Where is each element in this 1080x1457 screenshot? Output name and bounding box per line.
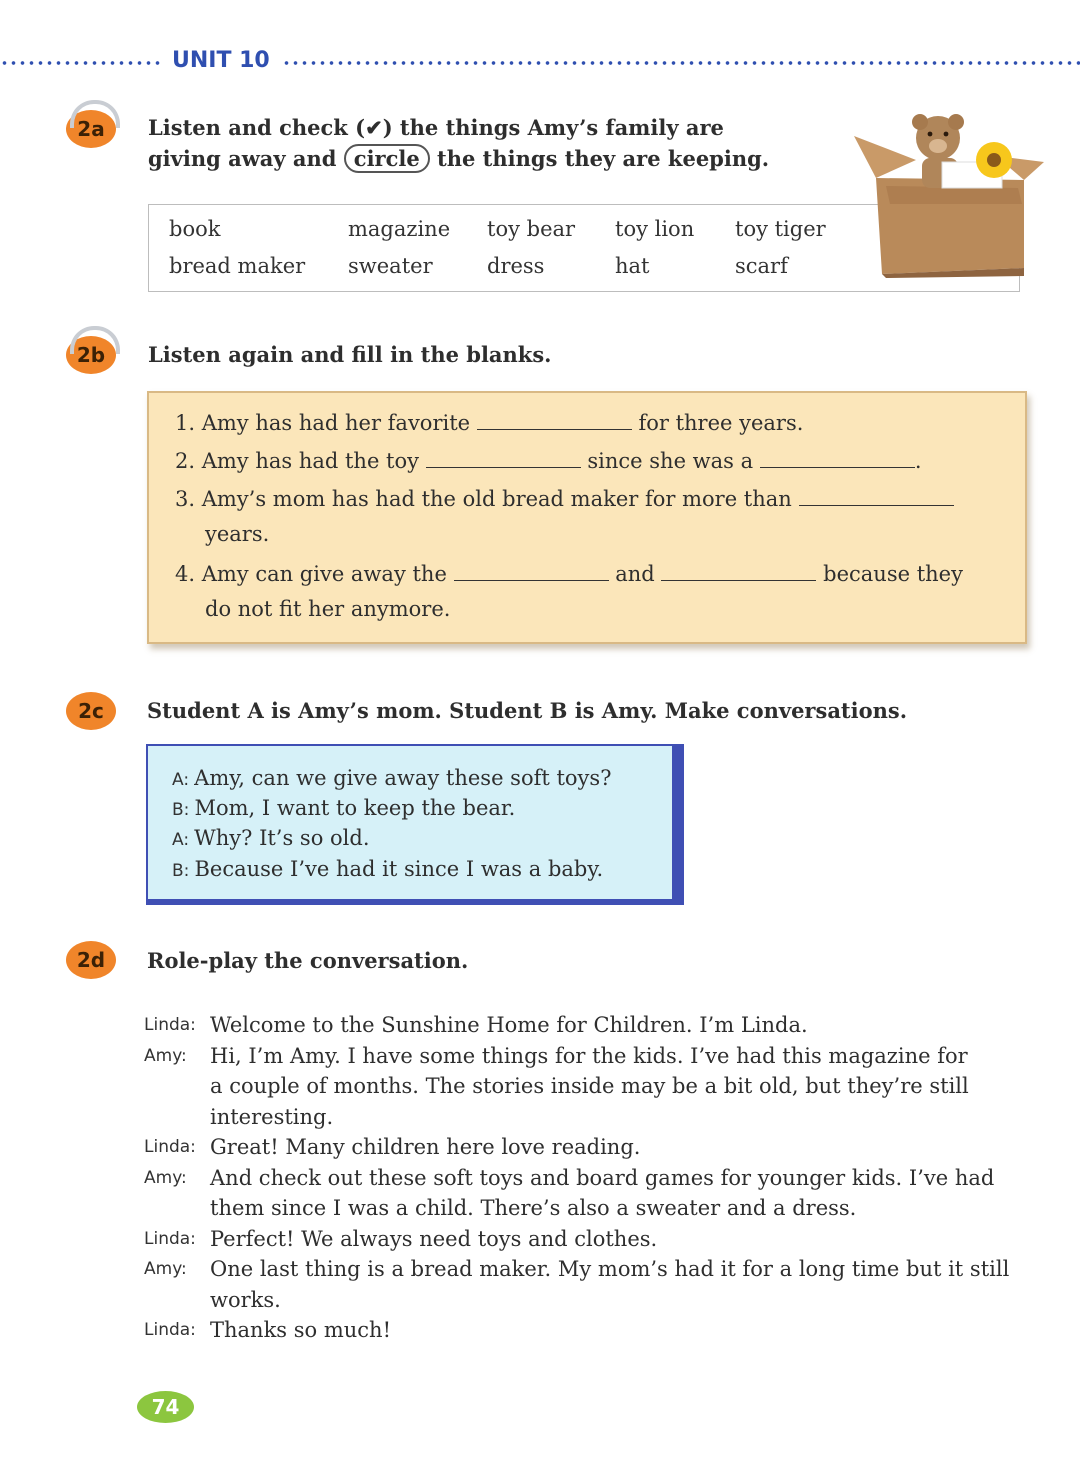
- blank-field[interactable]: [454, 560, 609, 581]
- dialogue-line: them since I was a child. There’s also a sweater and a dress.: [210, 1196, 857, 1220]
- blank-field[interactable]: [661, 560, 816, 581]
- dialogue-line: works.: [210, 1287, 281, 1312]
- question-4: 4. Amy can give away the and because they: [175, 562, 963, 586]
- circle-example: circle: [344, 144, 430, 173]
- instruction-2c: Student A is Amy’s mom. Student B is Amy. Make conversations.: [147, 698, 908, 723]
- sample-conversation-box: [146, 744, 684, 905]
- conv-line: A: Amy, can we give away these soft toys?: [172, 766, 612, 790]
- dialogue-line: Amy: One last thing is a bread maker. My mom’s had it for a long time but it still: [144, 1257, 1010, 1281]
- instruction-2d: Role-play the conversation.: [147, 948, 469, 973]
- blank-field[interactable]: [477, 409, 632, 430]
- word-item[interactable]: toy lion: [615, 217, 695, 241]
- word-item[interactable]: bread maker: [169, 254, 306, 278]
- section-badge-2c: 2c: [66, 692, 116, 730]
- dialogue-line: interesting.: [210, 1104, 334, 1129]
- conv-line: B: Because I’ve had it since I was a baby.: [172, 857, 604, 881]
- instruction-2a-line1: Listen and check (✔) the things Amy’s family are: [148, 115, 724, 140]
- question-2: 2. Amy has had the toy since she was a .: [175, 449, 922, 473]
- toy-box-illustration: [846, 108, 1046, 278]
- role-play-dialogue: [144, 1010, 1044, 1346]
- unit-header: [0, 44, 1080, 80]
- check-mark-icon: ✔: [365, 115, 383, 140]
- word-item[interactable]: hat: [615, 254, 650, 278]
- section-badge-2a-headphones-icon: 2a: [66, 110, 116, 148]
- instruction-2a: [148, 112, 848, 174]
- dialogue-line: Linda: Welcome to the Sunshine Home for Children. I’m Linda.: [144, 1013, 808, 1037]
- word-item[interactable]: magazine: [348, 217, 451, 241]
- dotted-rule-left: [0, 61, 162, 65]
- dialogue-line: Amy: Hi, I’m Amy. I have some things for the kids. I’ve had this magazine for: [144, 1043, 968, 1068]
- section-badge-2d: 2d: [66, 941, 116, 979]
- word-item[interactable]: toy bear: [487, 217, 576, 241]
- instruction-2a-line2: giving away and circle the things they are keeping.: [148, 146, 770, 171]
- word-item[interactable]: toy tiger: [735, 217, 826, 241]
- conv-line: A: Why? It’s so old.: [172, 826, 370, 850]
- dialogue-line: Linda: Great! Many children here love reading.: [144, 1135, 641, 1159]
- dialogue-line: Linda: Perfect! We always need toys and clothes.: [144, 1226, 658, 1251]
- word-item[interactable]: dress: [487, 254, 545, 278]
- page-number: 74: [137, 1391, 194, 1423]
- word-item[interactable]: sweater: [348, 254, 433, 278]
- question-1: 1. Amy has had her favorite for three years.: [175, 411, 804, 435]
- unit-title: UNIT 10: [172, 48, 270, 73]
- instruction-2b: Listen again and fill in the blanks.: [148, 342, 552, 367]
- blank-field[interactable]: [760, 447, 915, 468]
- dialogue-line: Linda: Thanks so much!: [144, 1318, 392, 1342]
- question-4-cont: do not fit her anymore.: [205, 597, 451, 621]
- blank-field[interactable]: [799, 485, 954, 506]
- question-3-cont: years.: [205, 522, 270, 546]
- section-badge-2b-headphones-icon: 2b: [66, 336, 116, 374]
- dialogue-line: a couple of months. The stories inside may be a bit old, but they’re still: [210, 1074, 969, 1098]
- dotted-rule-right: [282, 61, 1080, 65]
- word-item[interactable]: scarf: [735, 254, 788, 278]
- blank-field[interactable]: [426, 447, 581, 468]
- question-3: 3. Amy’s mom has had the old bread maker for more than: [175, 485, 954, 511]
- word-item[interactable]: book: [169, 217, 221, 241]
- dialogue-line: Amy: And check out these soft toys and board games for younger kids. I’ve had: [144, 1165, 995, 1190]
- fill-in-blanks-box: [147, 391, 1027, 644]
- conv-line: B: Mom, I want to keep the bear.: [172, 796, 516, 820]
